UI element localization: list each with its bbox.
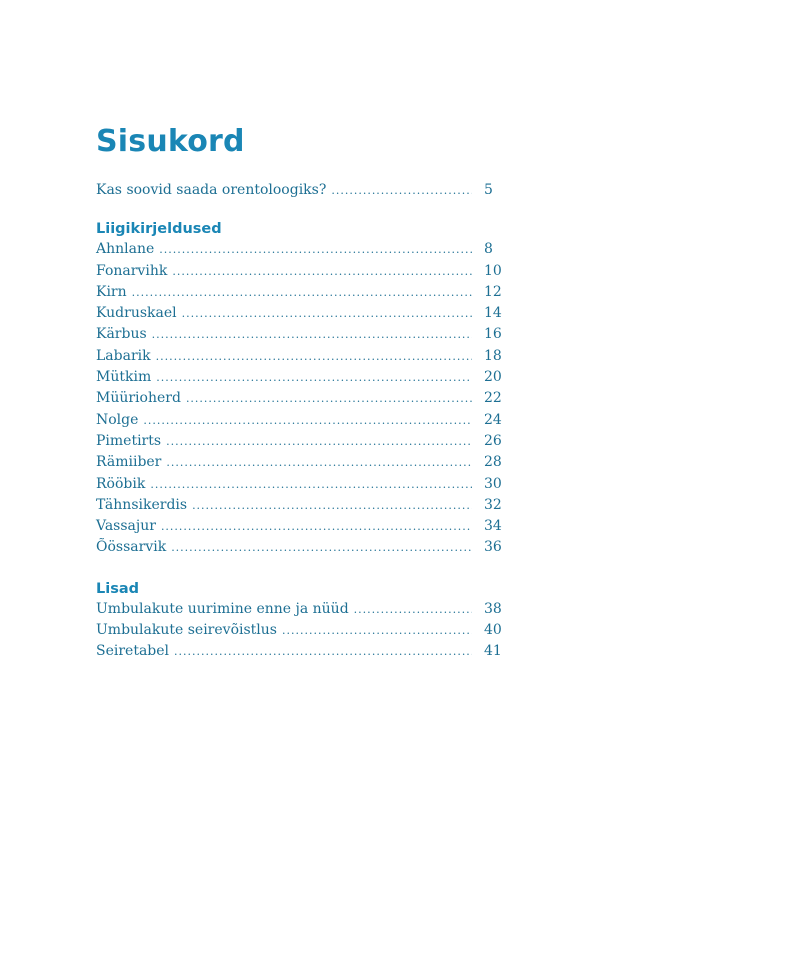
toc-entry xyxy=(96,303,516,324)
leader-dots xyxy=(186,388,472,409)
toc-entry-label: Umbulakute uurimine enne ja nüüd xyxy=(96,600,349,617)
toc-entry xyxy=(96,599,516,620)
toc-entry-label: Vassajur xyxy=(96,518,156,535)
toc-entry-page: 30 xyxy=(484,475,502,492)
toc-entry xyxy=(96,641,516,662)
toc-entry-page: 32 xyxy=(484,496,502,513)
toc-entry-label: Kudruskael xyxy=(96,305,177,322)
leader-dots xyxy=(192,495,472,516)
leader-dots xyxy=(159,239,472,260)
toc-entry-label: Fonarvihk xyxy=(96,262,168,279)
toc-entry xyxy=(96,620,516,641)
leader-dots xyxy=(156,346,472,367)
leader-dots xyxy=(171,537,472,558)
leader-dots xyxy=(150,474,472,495)
toc-entry-page: 38 xyxy=(484,600,502,617)
toc-entry-label: Rööbik xyxy=(96,475,146,492)
toc-entry-label: Umbulakute seirevõistlus xyxy=(96,622,277,639)
toc-entry-label: Pimetirts xyxy=(96,432,162,449)
toc-entry-page: 26 xyxy=(484,432,502,449)
toc-entry-label: Õössarvik xyxy=(96,539,167,556)
toc-entry-label: Mütkim xyxy=(96,369,152,386)
toc-entry-label: Kirn xyxy=(96,283,127,300)
leader-dots xyxy=(166,452,472,473)
toc-entry-page: 5 xyxy=(484,182,493,198)
toc-entry-page: 10 xyxy=(484,262,502,279)
intro-list xyxy=(96,180,516,201)
toc-entry-label: Tähnsikerdis xyxy=(96,496,188,513)
toc-entry xyxy=(96,239,516,260)
toc-entry-label: Müürioherd xyxy=(96,390,181,407)
toc-entry-page: 12 xyxy=(484,283,502,300)
toc-entry xyxy=(96,180,516,201)
toc-entry xyxy=(96,537,516,558)
toc-entry xyxy=(96,516,516,537)
toc-entry-page: 20 xyxy=(484,369,502,386)
section-heading: Lisad xyxy=(96,580,140,597)
section-heading: Liigikirjeldused xyxy=(96,221,222,238)
leader-dots xyxy=(156,367,472,388)
toc-entry-page: 22 xyxy=(484,390,502,407)
toc-entry-label: Labarik xyxy=(96,347,151,364)
leader-dots xyxy=(132,282,472,303)
toc-entry xyxy=(96,282,516,303)
leader-dots xyxy=(143,410,472,431)
toc-entry xyxy=(96,261,516,282)
toc-entry xyxy=(96,388,516,409)
toc-entry-page: 14 xyxy=(484,305,502,322)
toc-entry-page: 16 xyxy=(484,326,502,343)
toc-entry xyxy=(96,495,516,516)
toc-entry-page: 8 xyxy=(484,241,493,258)
toc-entry xyxy=(96,346,516,367)
toc-entry-page: 40 xyxy=(484,622,502,639)
section-appendix xyxy=(96,579,516,663)
toc-entry-label: Nolge xyxy=(96,411,139,428)
toc-entry-label: Kas soovid saada orentoloogiks? xyxy=(96,182,327,198)
toc-entry-label: Kärbus xyxy=(96,326,147,343)
toc-entry-page: 36 xyxy=(484,539,502,556)
toc-entry xyxy=(96,367,516,388)
toc-entry xyxy=(96,474,516,495)
toc-entry xyxy=(96,431,516,452)
leader-dots xyxy=(161,516,472,537)
toc-entry-label: Rämiiber xyxy=(96,454,162,471)
toc-entry-page: 28 xyxy=(484,454,502,471)
leader-dots xyxy=(174,641,472,662)
table-of-contents xyxy=(96,122,516,663)
leader-dots xyxy=(152,324,472,345)
toc-entry-page: 18 xyxy=(484,347,502,364)
leader-dots xyxy=(166,431,472,452)
toc-entry-page: 34 xyxy=(484,518,502,535)
leader-dots xyxy=(282,620,472,641)
page-title: Sisukord xyxy=(96,124,245,159)
toc-entry xyxy=(96,324,516,345)
leader-dots xyxy=(182,303,472,324)
toc-entry xyxy=(96,410,516,431)
toc-entry-label: Ahnlane xyxy=(96,241,155,258)
leader-dots xyxy=(331,180,472,201)
toc-entry-page: 24 xyxy=(484,411,502,428)
toc-entry xyxy=(96,452,516,473)
section-species xyxy=(96,219,516,558)
leader-dots xyxy=(354,599,472,620)
leader-dots xyxy=(172,261,472,282)
toc-entry-page: 41 xyxy=(484,643,502,660)
toc-entry-label: Seiretabel xyxy=(96,643,170,660)
